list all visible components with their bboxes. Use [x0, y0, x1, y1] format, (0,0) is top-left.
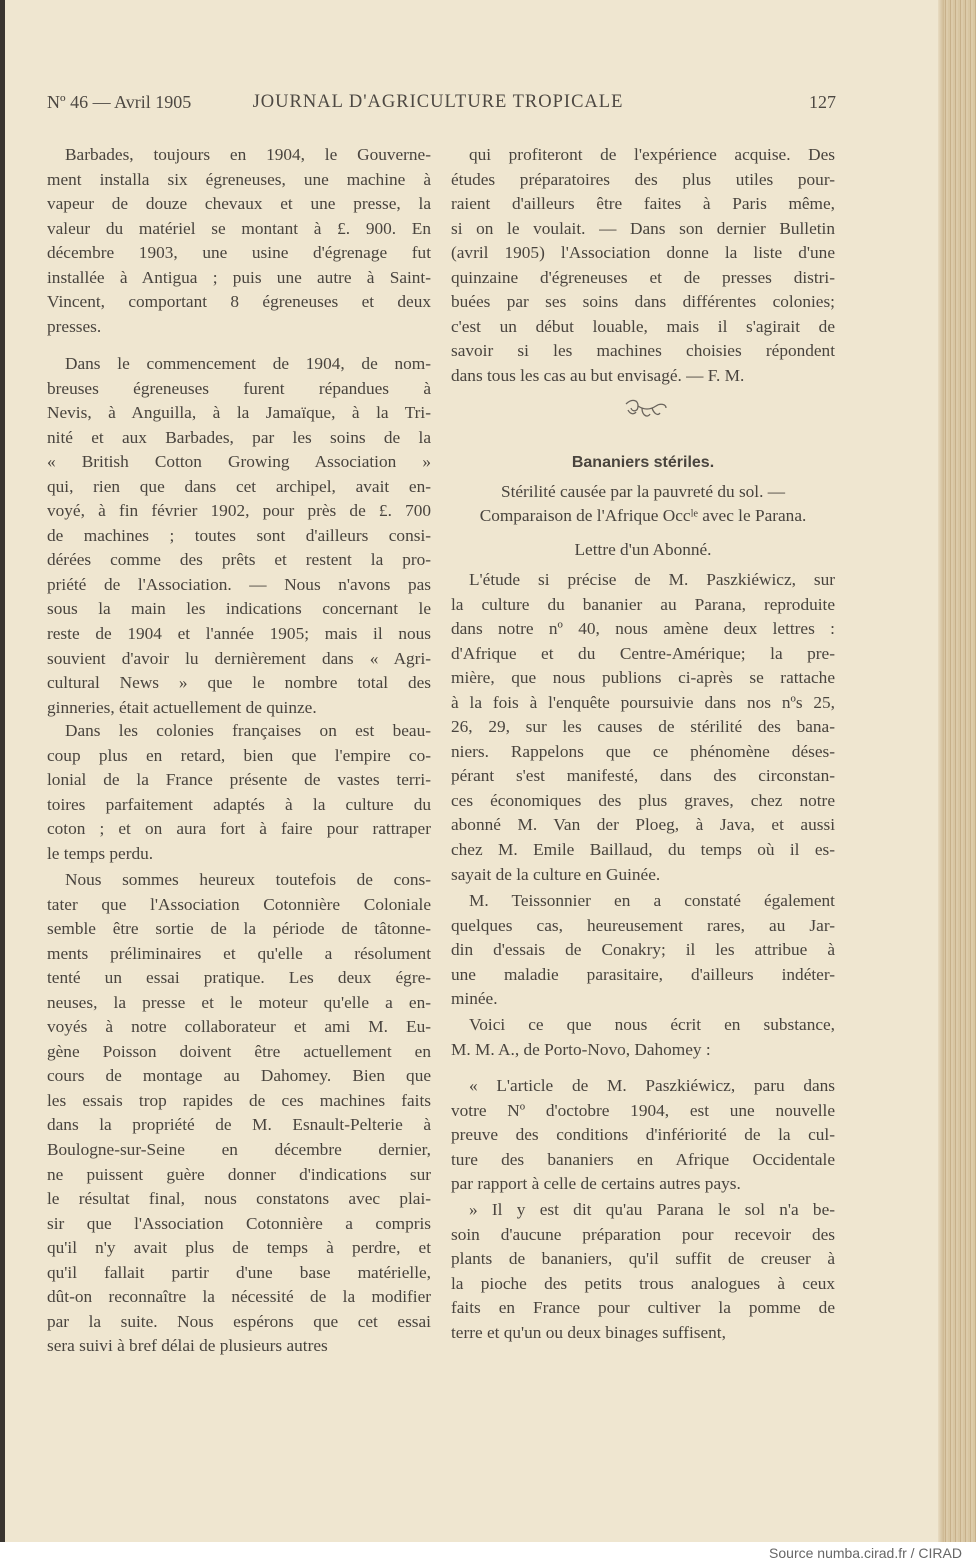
text-line: qui profiteront de l'expérience acquise. Des: [469, 145, 835, 164]
text-line: voyés à notre collaborateur et ami M. Eu-: [47, 1017, 431, 1037]
text-line: souvient d'avoir lu dernièrement dans « Agri-: [47, 648, 431, 668]
text-line: quelques cas, heureusement rares, au Jar-: [451, 915, 835, 935]
text-line: c'est un début louable, mais il s'agirait de: [451, 316, 835, 336]
text-line: minée.: [451, 989, 498, 1009]
text-line: par rapport à celle de certains autres pays.: [451, 1174, 741, 1194]
text-line: breuses égreneuses furent répandues à: [47, 378, 431, 398]
text-line: lonial de la France présente de vastes terri-: [47, 770, 431, 790]
text-line: Dans les colonies françaises on est beau-: [65, 721, 431, 740]
text-line: din d'essais de Conakry; il les attribue à: [451, 940, 835, 960]
text-line: priété de l'Association. — Nous n'avons pas: [47, 574, 431, 594]
text-line: presses.: [47, 316, 102, 336]
text-line: tater que l'Association Cotonnière Coloniale: [47, 894, 431, 914]
text-line: raient d'ailleurs être faites à Paris même,: [451, 194, 835, 214]
text-line: la culture du bananier au Parana, reproduite: [451, 594, 835, 614]
text-line: chez M. Emile Baillaud, du temps où il es-: [451, 840, 835, 860]
paragraph: [451, 1013, 835, 1062]
text-line: ture des bananiers en Afrique Occidentale: [451, 1149, 835, 1169]
text-line: à la fois à l'enquête poursuivie dans nos nºs 25,: [451, 692, 835, 712]
text-line: dans la propriété de M. Esnault-Pelterie à: [47, 1115, 431, 1135]
text-line: preuve des conditions d'infériorité de la cul-: [451, 1125, 835, 1145]
book-spine-edge: [0, 0, 5, 1542]
text-line: qu'il n'y avait plus de temps à perdre, et: [47, 1238, 431, 1258]
paragraph: [47, 719, 431, 866]
text-line: terre et qu'un ou deux binages suffisent,: [451, 1322, 726, 1342]
text-line: vapeur de douze chevaux et une presse, la: [47, 194, 431, 214]
text-line: niers. Rappelons que ce phénomène déses-: [451, 741, 835, 761]
text-line: Boulogne-sur-Seine en décembre dernier,: [47, 1140, 431, 1160]
text-line: sous la main les indications concernant le: [47, 599, 431, 619]
text-line: le résultat final, nous constatons avec plai-: [47, 1189, 431, 1209]
text-line: toires parfaitement adaptés à la culture du: [47, 794, 431, 814]
text-line: savoir si les machines choisies répondent: [451, 341, 835, 361]
paragraph: [451, 568, 835, 887]
text-line: dérées comme des prêts et restent la pro-: [47, 550, 431, 570]
text-line: buées par ses soins dans différentes colonies;: [451, 292, 835, 312]
text-line: pérant s'est manifesté, dans des circonstan-: [451, 766, 835, 786]
text-line: sayait de la culture en Guinée.: [451, 864, 661, 884]
text-line: coup plus en retard, bien que l'empire co-: [47, 745, 431, 765]
page-number: 127: [809, 92, 836, 112]
text-line: ment installa six égreneuses, une machine à: [47, 169, 431, 189]
text-line: M. M. A., de Porto-Novo, Dahomey :: [451, 1039, 711, 1059]
text-line: sera suivi à bref délai de plusieurs autres: [47, 1336, 328, 1356]
running-title: JOURNAL D'AGRICULTURE TROPICALE: [252, 92, 624, 112]
text-line: mière, que nous publions ci-après se rattache: [451, 668, 835, 688]
text-line: L'étude si précise de M. Paszkiéwicz, sur: [469, 570, 835, 589]
paragraph: [47, 868, 431, 1359]
text-line: 26, 29, sur les causes de stérilité des bana-: [451, 717, 835, 737]
source-credit: Source numba.cirad.fr / CIRAD: [769, 1545, 962, 1561]
text-line: tenté un essai pratique. Les deux égre-: [47, 968, 431, 988]
page-stack-edge: [938, 0, 976, 1542]
text-line: la pioche des petits trous analogues à ceux: [451, 1273, 835, 1293]
text-line: « British Cotton Growing Association »: [47, 452, 431, 472]
text-line: quinzaine d'égreneuses et de presses distri-: [451, 267, 835, 287]
text-line: coton ; et on aura fort à faire pour rattraper: [47, 819, 431, 839]
text-line: gène Poisson doivent être actuellement en: [47, 1041, 431, 1061]
letter-heading: Lettre d'un Abonné.: [574, 540, 712, 559]
paragraph: [451, 889, 835, 1012]
text-line: » Il y est dit qu'au Parana le sol n'a be-: [469, 1200, 835, 1219]
article-subtitle-line: Stérilité causée par la pauvreté du sol. —: [500, 482, 786, 501]
text-line: soin d'aucune préparation pour recevoir des: [451, 1224, 835, 1244]
text-line: semble être sortie de la période de tâtonne-: [47, 919, 431, 939]
text-line: M. Teissonnier en a constaté également: [469, 891, 835, 910]
text-line: « L'article de M. Paszkiéwicz, paru dans: [469, 1076, 835, 1095]
text-line: cours de montage au Dahomey. Bien que: [47, 1066, 431, 1086]
text-line: abonné M. Van der Ploeg, à Java, et aussi: [451, 815, 835, 835]
text-line: ne puissent guère donner d'indications sur: [47, 1164, 431, 1184]
paragraph: [451, 1198, 835, 1345]
text-line: dût-on reconnaître la nécessité de la modifier: [47, 1287, 431, 1307]
paragraph: [451, 143, 835, 388]
article-title: Bananiers stériles.: [571, 454, 715, 471]
text-line: nité et aux Barbades, par les soins de la: [47, 427, 431, 447]
text-line: Dans le commencement de 1904, de nom-: [65, 354, 431, 373]
paragraph: [47, 143, 431, 339]
text-line: ces économiques des plus graves, chez notre: [451, 790, 835, 810]
text-line: cultural News » que le nombre total des: [47, 673, 431, 693]
text-line: neuses, la presse et le moteur qu'elle a en-: [47, 992, 431, 1012]
text-line: Nevis, à Anguilla, à la Jamaïque, à la Tri-: [47, 403, 431, 423]
fleuron-ornament-icon: [622, 396, 670, 422]
article-subtitle-line: Comparaison de l'Afrique Occˡᵉ avec le Parana.: [479, 506, 807, 525]
text-line: votre Nº d'octobre 1904, est une nouvelle: [451, 1100, 835, 1120]
text-line: les essais trop rapides de ces machines faits: [47, 1090, 431, 1110]
text-line: dans tous les cas au but envisagé. — F. M.: [451, 365, 745, 385]
text-line: voyé, à fin février 1902, pour près de £. 700: [47, 501, 431, 521]
text-line: Vincent, comportant 8 égreneuses et deux: [47, 292, 431, 312]
text-line: dans notre nº 40, nous amène deux lettres :: [451, 619, 835, 639]
text-line: installée à Antigua ; puis une autre à Saint-: [47, 267, 431, 287]
text-line: qui, rien que dans cet archipel, avait en-: [47, 476, 431, 496]
text-line: d'Afrique et du Centre-Amérique; la pre-: [451, 643, 835, 663]
text-line: (avril 1905) l'Association donne la liste d'une: [451, 243, 835, 263]
text-line: ments préliminaires et qu'elle a résolument: [47, 943, 431, 963]
paragraph: [47, 352, 431, 720]
text-line: valeur du matériel se montant à £. 900. En: [47, 218, 431, 238]
text-line: études préparatoires des plus utiles pour-: [451, 169, 835, 189]
text-line: le temps perdu.: [47, 843, 154, 863]
text-line: si on le voulait. — Dans son dernier Bulletin: [451, 218, 835, 238]
text-line: sir que l'Association Cotonnière a compris: [47, 1213, 431, 1233]
text-line: ginneries, était actuellement de quinze.: [47, 697, 317, 717]
text-line: qu'il fallait partir d'une base matérielle,: [47, 1262, 431, 1282]
text-line: une maladie parasitaire, d'ailleurs indéter-: [451, 964, 835, 984]
text-line: plants de bananiers, qu'il suffit de creuser à: [451, 1249, 835, 1269]
text-line: faits en France pour cultiver la pomme de: [451, 1298, 835, 1318]
text-line: Voici ce que nous écrit en substance,: [469, 1015, 835, 1034]
paragraph: [451, 1074, 835, 1197]
text-line: décembre 1903, une usine d'égrenage fut: [47, 243, 431, 263]
text-line: de machines ; toutes sont d'ailleurs consi-: [47, 525, 431, 545]
issue-number: Nº 46 — Avril 1905: [47, 92, 192, 112]
text-line: Nous sommes heureux toutefois de cons-: [65, 870, 431, 889]
text-line: Barbades, toujours en 1904, le Gouverne-: [65, 145, 431, 164]
text-line: reste de 1904 et l'année 1905; mais il nous: [47, 624, 431, 644]
text-line: par la suite. Nous espérons que cet essai: [47, 1311, 431, 1331]
